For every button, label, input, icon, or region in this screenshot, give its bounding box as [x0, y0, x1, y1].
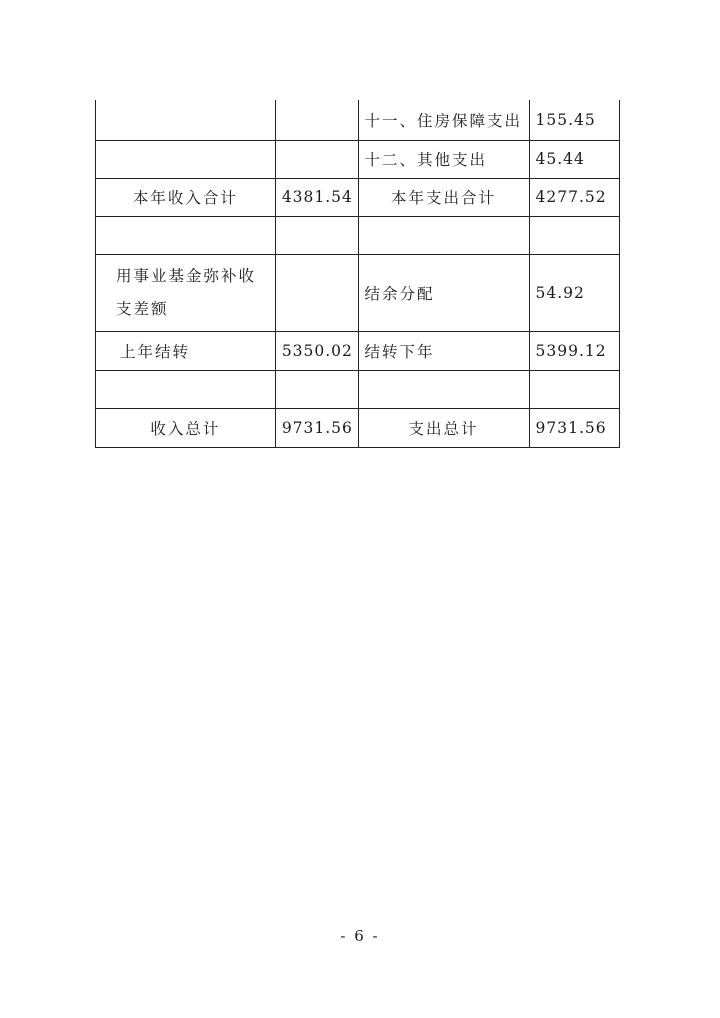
income-item-cell [96, 370, 276, 408]
table-row [96, 216, 620, 254]
income-item-cell: 本年收入合计 [96, 178, 276, 216]
expense-item-cell: 十一、住房保障支出 [358, 100, 529, 140]
income-item-cell [96, 100, 276, 140]
expense-item-cell: 支出总计 [358, 408, 529, 447]
income-amount-cell [275, 370, 358, 408]
table-row [96, 370, 620, 408]
expense-item-cell [358, 216, 529, 254]
income-amount-cell [275, 100, 358, 140]
expense-amount-cell: 155.45 [529, 100, 619, 140]
income-amount-cell [275, 254, 358, 331]
income-item-cell: 用事业基金弥补收支差额 [96, 254, 276, 331]
income-item-cell [96, 216, 276, 254]
table-row [96, 100, 620, 140]
table-row [96, 254, 620, 331]
expense-item-cell: 结余分配 [358, 254, 529, 331]
income-item-cell: 上年结转 [96, 331, 276, 370]
page-number: - 6 - [340, 927, 380, 945]
expense-item-cell: 十二、其他支出 [358, 140, 529, 178]
expense-amount-cell: 5399.12 [529, 331, 619, 370]
expense-amount-cell: 45.44 [529, 140, 619, 178]
expense-item-cell: 结转下年 [358, 331, 529, 370]
table-row [96, 178, 620, 216]
expense-amount-cell: 4277.52 [529, 178, 619, 216]
budget-table [95, 100, 620, 448]
income-amount-cell: 5350.02 [275, 331, 358, 370]
income-item-cell [96, 140, 276, 178]
expense-item-cell [358, 370, 529, 408]
table-row [96, 140, 620, 178]
income-amount-cell: 9731.56 [275, 408, 358, 447]
table-row [96, 331, 620, 370]
income-amount-cell [275, 216, 358, 254]
income-item-cell: 收入总计 [96, 408, 276, 447]
income-amount-cell [275, 140, 358, 178]
income-amount-cell: 4381.54 [275, 178, 358, 216]
expense-amount-cell [529, 370, 619, 408]
expense-amount-cell: 9731.56 [529, 408, 619, 447]
expense-amount-cell: 54.92 [529, 254, 619, 331]
expense-item-cell: 本年支出合计 [358, 178, 529, 216]
table-row [96, 408, 620, 447]
expense-amount-cell [529, 216, 619, 254]
